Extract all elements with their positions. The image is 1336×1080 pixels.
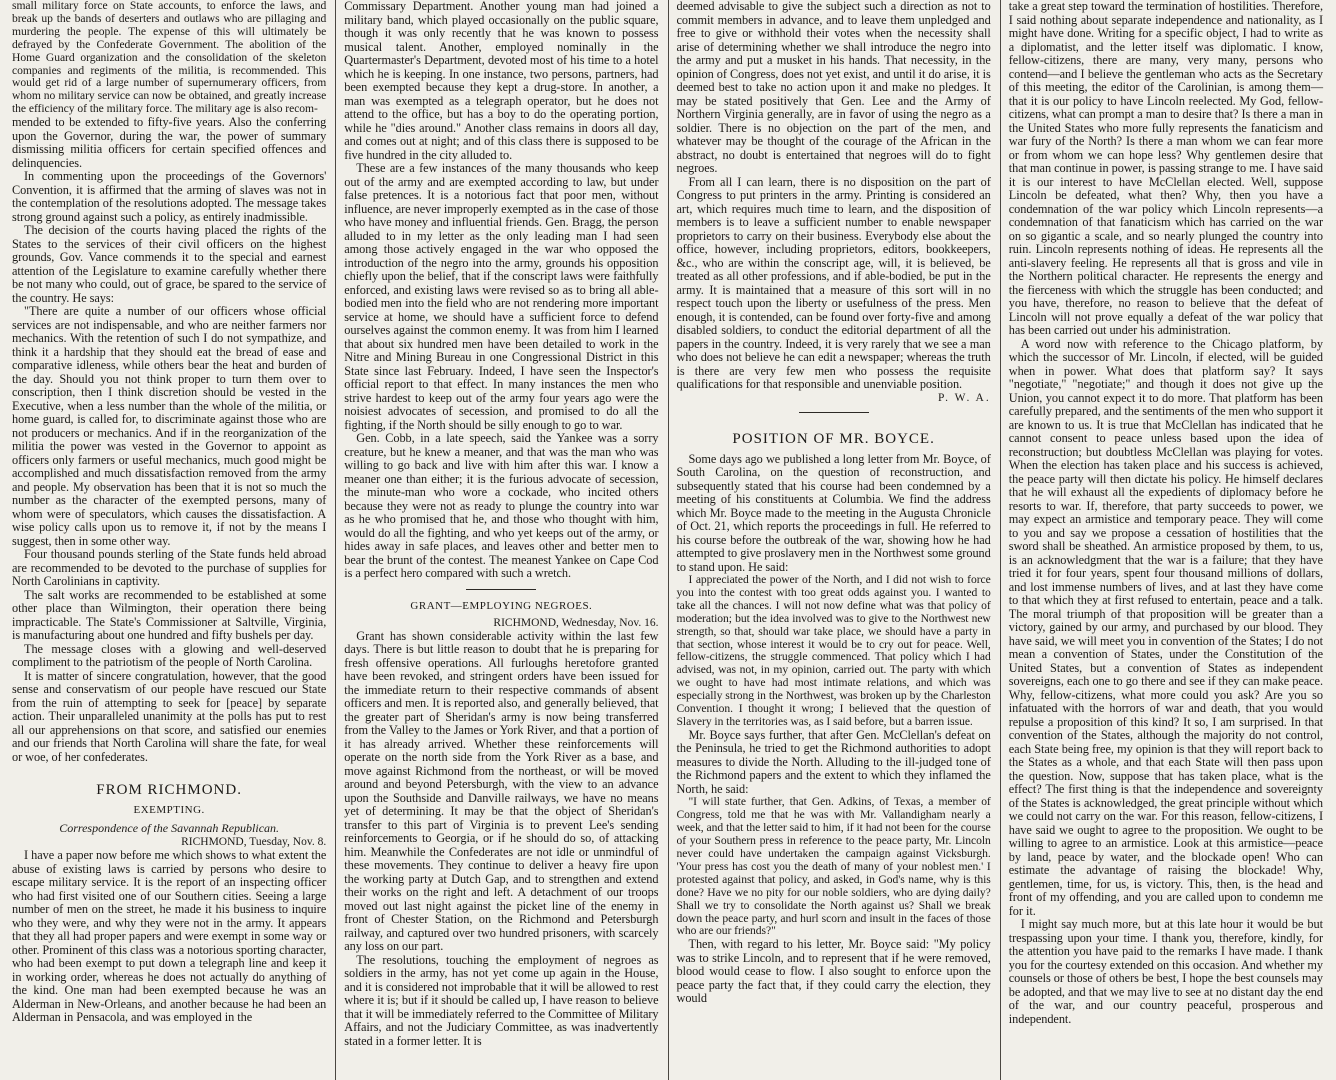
section-divider <box>466 589 536 590</box>
article-paragraph: The message closes with a glowing and well-deserved compliment to the patriotism of the people of North Carolina. <box>12 641 327 670</box>
article-paragraph: These are a few instances of the many thousands who keep out of the army and are exempted according to law, but under false pretences. It is a notorious fact that poor men, without influence, are never improperly exempted as in the case of those who have money and influential friends. Gen. Bragg, the person alluded to in my letter as the only leading man I had seen among those actively engaged in the war who opposed the introduction of the negro into the army, grounds his opposition chiefly upon the belief, that if the conscript laws were faithfully enforced, and existing laws were revised so as to bring all able-bodied men into the field who are not rendering more important service at home, we should have a sufficient force to defend ourselves against the common enemy. It was from him I learned that about six hundred men have been detailed to work in the Nitre and Mining Bureau in one Congressional District in this State since last February. Indeed, I have seen the Inspector's official report to that effect. In many instances the men who strive hardest to keep out of the army four years ago were the noisiest advocates of secession, and promised to do all the fighting, if the North should be silly enough to go to war. <box>344 161 659 432</box>
column-2 <box>336 0 667 1080</box>
byline: Correspondence of the Savannah Republican. <box>59 821 280 836</box>
column-3 <box>669 0 1000 1080</box>
section-headline: FROM RICHMOND. <box>96 782 242 799</box>
article-paragraph: The salt works are recommended to be established at some other place than Wilmington, their operation there being impracticable. The State's Commissioner at Saltville, Virginia, is manufacturing about one hundred and fifty bushels per day. <box>12 587 327 643</box>
article-paragraph: deemed advisable to give the subject such a direction as not to commit members in advance, and to leave them unpledged and free to give or withhold their votes when the necessity shall arise of determining whether we shall introduce the negro into the army and put a musket in his hands. That necessity, in the opinion of Congress, does not yet exist, and until it do arise, it is deemed best to take no action upon it and make no pledges. It may be stated positively that Gen. Lee and the Army of Northern Virginia generally, are in favor of using the negro as a soldier. There is no objection on the part of the men, and whatever may be thought of the courage of the African in the abstract, no doubt is entertained that negroes will do to fight negroes. <box>676 0 991 175</box>
section-subhead: GRANT—EMPLOYING NEGROES. <box>410 599 593 612</box>
article-paragraph: From all I can learn, there is no disposition on the part of Congress to put printers in the army. Printing is considered an art, which requires much time to learn, and the disposition of members is to leave a sufficient number to enable newspaper proprietors to carry on their business. Everybody else about the office, however, including proprietors, editors, bookkeepers, &c., who are within the conscript age, will, it is believed, be treated as all other professions, and if able-bodied, be put in the army. It is maintained that a measure of this sort will in no respect touch upon the liberty or usefulness of the press. Men enough, it is contended, can be found over forty-five and among disabled soldiers, to conduct the editorial department of all the papers in the country. Indeed, it is very rarely that we see a man who does not believe he can edit a newspaper; whereas the truth is there are very few men who possess the requisite qualifications for that responsible and unenviable position. <box>676 174 991 391</box>
dateline: RICHMOND, Tuesday, Nov. 8. <box>181 836 327 849</box>
article-paragraph: A word now with reference to the Chicago platform, by which the successor of Mr. Lincoln, if elected, will be guided when in power. What does that platform say? It says "negotiate," "negotiate;" and though it does not give up the Union, you cannot expect it to do more. That platform has been carefully prepared, and the sentiments of the men who support it are known to us. It is true that McClellan has indicated that he cannot consent to peace unless based upon the idea of reconstruction; but doubtless McClellan was playing for votes. When the election has taken place and his success is achieved, the peace party will then dictate his policy. He himself declares that he will exhaust all the expedients of diplomacy before he resorts to war. If, therefore, that party succeeds to power, we may expect an armistice and temporary peace. They will come to you and say we propose a cessation of hostilities that the sword shall be sheathed. An armistice proposed by them, to us, is an acknowledgment that the war is a failure; that they have tried it for four years, spent four thousand millions of dollars, and lost immense numbers of lives, and at last they have come to that which they at first refused to entertain, peace and a talk. The moral triumph of that proposition will be greater than a victory, gained by our army, and purchased by our blood. They have said, we will meet you in convention of the States; I do not mean a convention of States, under the Constitution of the United States, but a convention of States as independent sovereigns, each one to go there and see if they can make peace. Why, fellow-citizens, what more could you ask? Are you so infatuated with the horrors of war and death, that you would repulse a proposition of this kind? It so, I am surprised. In that convention of the States, although the majority do not control, each State being free, my opinion is that they will report back to the States as a whole, and that each State will then pass upon the question. Now, suppose that has taken place, what is the effect? The first thing is that the independence and sovereignty of the States is acknowledged, the great principle without which we could not carry on the war. For this reason, fellow-citizens, I have said we ought to agree to the proposition. We ought to be willing to agree to an armistice. Look at this armistice—peace by land, peace by water, and the blockade open! Who can estimate the advantage of raising the blockade! Why, gentlemen, time, for us, is victory. This, then, is the head and front of my offending, and you are called upon to condemn me for it. <box>1008 336 1323 918</box>
article-paragraph: In commenting upon the proceedings of the Governors' Convention, it is affirmed that the arming of slaves was not in the contemplation of the resolutions adopted. The message takes strong ground against such a policy, as entirely inadmissible. <box>12 169 327 224</box>
article-paragraph: Some days ago we published a long letter from Mr. Boyce, of South Carolina, on the question of reconstruction, and subsequently stated that his course had been condemned by a meeting of his constituents at Columbia. We find the address which Mr. Boyce made to the meeting in the Augusta Chronicle of Oct. 21, which reports the proceedings in full. He referred to his course before the outbreak of the war, showing how he had attempted to give proslavery men in the Northwest some ground to stand upon. He said: <box>676 451 991 574</box>
quoted-paragraph: "I will state further, that Gen. Adkins, of Texas, a member of Congress, told me that he was with Mr. Vallandigham nearly a week, and that the letter said to him, if it had not been for the course of your Southern press in reference to the peace party, Mr. Lincoln never could have undertaken the campaign against Vicksburgh. 'Your press has cost you the death of many of your noblest men.' I protested against that policy, and asked, in God's name, why is this done? Have we no pity for our noble soldiers, who are dying daily? Shall we try to consolidate the North against us? Shall we break down the peace party, and hurl scorn and insult in the faces of those who are our friends?" <box>676 795 991 938</box>
article-paragraph: Mr. Boyce says further, that after Gen. McClellan's defeat on the Peninsula, he tried to get the Richmond authorities to adopt measures to divide the North. Alluding to the ill-judged tone of the Richmond papers and the extent to which they inflamed the North, he said: <box>676 727 991 796</box>
article-paragraph: Then, with regard to his letter, Mr. Boyce said: "My policy was to strike Lincoln, and to represent that if he were removed, blood would cease to flow. I also sought to enforce upon the peace party the fact that, if they could carry the election, they would <box>676 937 991 1006</box>
article-paragraph: Gen. Cobb, in a late speech, said the Yankee was a sorry creature, but he knew a meaner, and that was the man who was willing to go back and live with him after this war. I know a meaner one than either; it is the furious advocate of secession, the minute-man who wore a cockade, who incited others because they were not as ready to plunge the country into war as he who promised that he, and those who thought with him, would do all the fighting, and who yet keeps out of the army, or hides away in safe places, and leaves other and better men to bear the brunt of the contest. The meanest Yankee on Cape Cod is a perfect hero compared with such a wretch. <box>344 431 659 580</box>
section-divider <box>799 412 869 413</box>
article-paragraph: The resolutions, touching the employment of negroes as soldiers in the army, has not yet come up again in the House, and it is considered not improbable that it will be allowed to rest where it is; but if it should be called up, I have reason to believe that it will be immediately referred to the Committee of Military Affairs, and not the Judiciary Committee, as was inadvertently stated in a former letter. It is <box>344 952 659 1048</box>
article-paragraph: I might say much more, but at this late hour it would be but trespassing upon your time. I thank you, therefore, kindly, for the attention you have paid to the remarks I have made. I thank you for the courtesy extended on this occasion. And whether my counsels or those of others be best, I hope the best counsels may be adopted, and that we may live to see at no distant day the end of the war, and our country peaceful, prosperous and independent. <box>1008 917 1323 1026</box>
article-paragraph: The decision of the courts having placed the rights of the States to the services of their civil officers on the highest grounds, Gov. Vance commends it to the special and earnest attention of the Legislature to examine carefully whether there be not many who could, out of grace, be spared to the service of the country. He says: <box>12 223 327 305</box>
article-paragraph: It is matter of sincere congratulation, however, that the good sense and conservatism of our people have rescued our State from the ruin of attempting to seek for [peace] by separate action. Their unparalleled unanimity at the polls has put to rest all our apprehensions on that score, and satisfied our enemies and our friends that North Carolina will share the fate, for weal or woe, of her confederates. <box>12 668 327 764</box>
section-headline: POSITION OF MR. BOYCE. <box>732 430 935 447</box>
article-paragraph: mended to be extended to fifty-five years. Also the conferring upon the Governor, during the war, the power of summary dismissing militia officers for certain specified offences and delinquencies. <box>12 115 327 170</box>
article-paragraph: small military force on State accounts, to enforce the laws, and break up the bands of deserters and outlaws who are pillaging and murdering the people. The expense of this will ultimately be defrayed by the Confederate Government. The abolition of the Home Guard organization and the consolidation of the skeleton companies and regiments of the militia, is recommended. This would get rid of a large number of supernumerary officers, from whom no military service can now be obtained, and greatly increase the efficiency of the military force. The military age is also recom- <box>12 0 327 116</box>
article-paragraph: take a great step toward the termination of hostilities. Therefore, I said nothing about separate independence and nationality, as I might have done. Writing for a specific object, I had to write as a diplomatist, and the letter itself was diplomatic. I know, fellow-citizens, there are many, very many, persons who contend—and I believe the gentleman who acts as the Secretary of this meeting, the editor of the Carolinian, is among them—that it is our policy to have Lincoln reelected. My God, fellow-citizens, what can prompt a man to desire that? Is there a man in the United States who more fully represents the fanaticism and war fury of the North? Is there a man whom we can fear more or from whom we can hope less? Why gentlemen desire that that man continue in power, is passing strange to me. I have said it is our interest to have McClellan elected. Well, suppose Lincoln be defeated, what then? Why, then you have a condemnation of the war policy which Lincoln represents—a condemnation of that fanaticism which has carried on the war on so gigantic a scale, and so nearly plunged the country into ruin. Lincoln represents nothing of ideas. He represents all the anti-slavery feeling. He represents all that is gross and vile in the Northern political character. He represents the energy and the fierceness with which the struggle has been conducted; and you have, therefore, no reason to believe that the defeat of Lincoln will not prove equally a defeat of the war policy that has been carried out under his administration. <box>1008 0 1323 337</box>
column-4 <box>1001 0 1332 1080</box>
article-paragraph: Four thousand pounds sterling of the State funds held abroad are recommended to be devoted to the purchase of supplies for North Carolinians in captivity. <box>12 547 327 589</box>
article-paragraph: I have a paper now before me which shows to what extent the abuse of existing laws is carried by persons who desire to escape military service. It is the report of an inspecting officer who had first visited one of our Southern cities. Seeing a large number of men on the street, he made it his business to inquire who they were, and why they were not in the army. It appears that they all had proper papers and were exempt in some way or other. Prominent of this class was a notorious sporting character, who had been exempt to put down a telegraph line and keep it in working order, whereas he does not actually do anything of the kind. One man had been exempted because he was an Alderman in New-Orleans, and another because he had been an Alderman in Pensacola, and was employed in the <box>12 848 327 1025</box>
quoted-paragraph: I appreciated the power of the North, and I did not wish to force you into the contest with too great odds against you. I wanted to take all the chances. I will not now define what was that policy of moderation; but the idea involved was to give to the Northwest new strength, so that, should war take place, we should have a party in that section, whose interest it would be to cry out for peace. Well, fellow-citizens, the struggle commenced. That policy which I had advised, was not, in my opinion, carried out. The party with which we ought to have had most intimate relations, and which was especially strong in the Northwest, was broken up by the Charleston Convention. I thought it wrong; I believed that the question of Slavery in the territories was, as I said before, but a barren issue. <box>676 573 991 728</box>
article-paragraph: Grant has shown considerable activity within the last few days. There is but little reason to doubt that he is preparing for fresh offensive operations. All furloughs heretofore granted have been revoked, and stringent orders have been issued for the immediate return to their respective commands of absent officers and men. It is reported also, and generally believed, that the greater part of Sheridan's army is now being transferred from the Valley to the James or York River, and that a portion of it has already arrived. Whether these reinforcements will operate on the north side from the York River as a base, and move against Richmond from the northeast, or will be moved around and beyond Petersburgh, with the view to an advance upon the Southside and Danville railways, we have no means yet of determining. It may be that the object of Sheridan's transfer to this part of Virginia is to prevent Lee's sending reinforcements to Georgia, or if he should do so, of attacking him. Meanwhile the Confederates are not idle or unmindful of these movements. They continue to deliver a heavy fire upon the working party at Dutch Gap, and to strengthen and extend their works on the right and left. A detachment of our troops moved out last night against the picket line of the enemy in front of Chester Station, on the Richmond and Petersburgh railway, and captured over two hundred prisoners, with scarcely any loss on our part. <box>344 628 659 953</box>
dateline: RICHMOND, Wednesday, Nov. 16. <box>493 616 659 629</box>
signature-initials: P. W. A. <box>937 391 991 404</box>
quoted-paragraph: "There are quite a number of our officers whose official services are not indispensable, and who are neither farmers nor mechanics. With the retention of such I do not sympathize, and think it a hardship that they should eat the bread of ease and comparative idleness, while others bear the heat and burden of the day. Should you not think proper to turn them over to conscription, then I think discretion should be vested in the Executive, when a less number than the whole of the militia, or home guard, is called for, to discriminate against those who are not producers or mechanics. And if in the reorganization of the militia the power was vested in the Governor to appoint as officers only farmers or useful mechanics, much good might be accomplished and much dissatisfaction removed from the army and people. My observation has been that it is not so much the number as the character of the exempted persons, many of whom were of speculators, which causes the dissatisfaction. A wise policy calls upon us to remove it, if not by the means I suggest, then in some other way. <box>12 304 327 548</box>
column-1 <box>4 0 335 1080</box>
article-paragraph: Commissary Department. Another young man had joined a military band, which played occasionally on the public square, though it was only recently that he was known to possess musical talent. Another, employed nominally in the Quartermaster's Department, devoted most of his time to a hotel which he is keeping. In one instance, two persons, partners, had been exempted because they kept a drug-store. In another, a man was exempted as a telegraph operator, but he does not attend to the office, but has a boy to do the operating portion, while he "dies around." Another class remains in doors all day, and comes out at night; and of this class there is supposed to be five hundred in the city alluded to. <box>344 0 659 162</box>
section-subhead: EXEMPTING. <box>133 804 205 817</box>
